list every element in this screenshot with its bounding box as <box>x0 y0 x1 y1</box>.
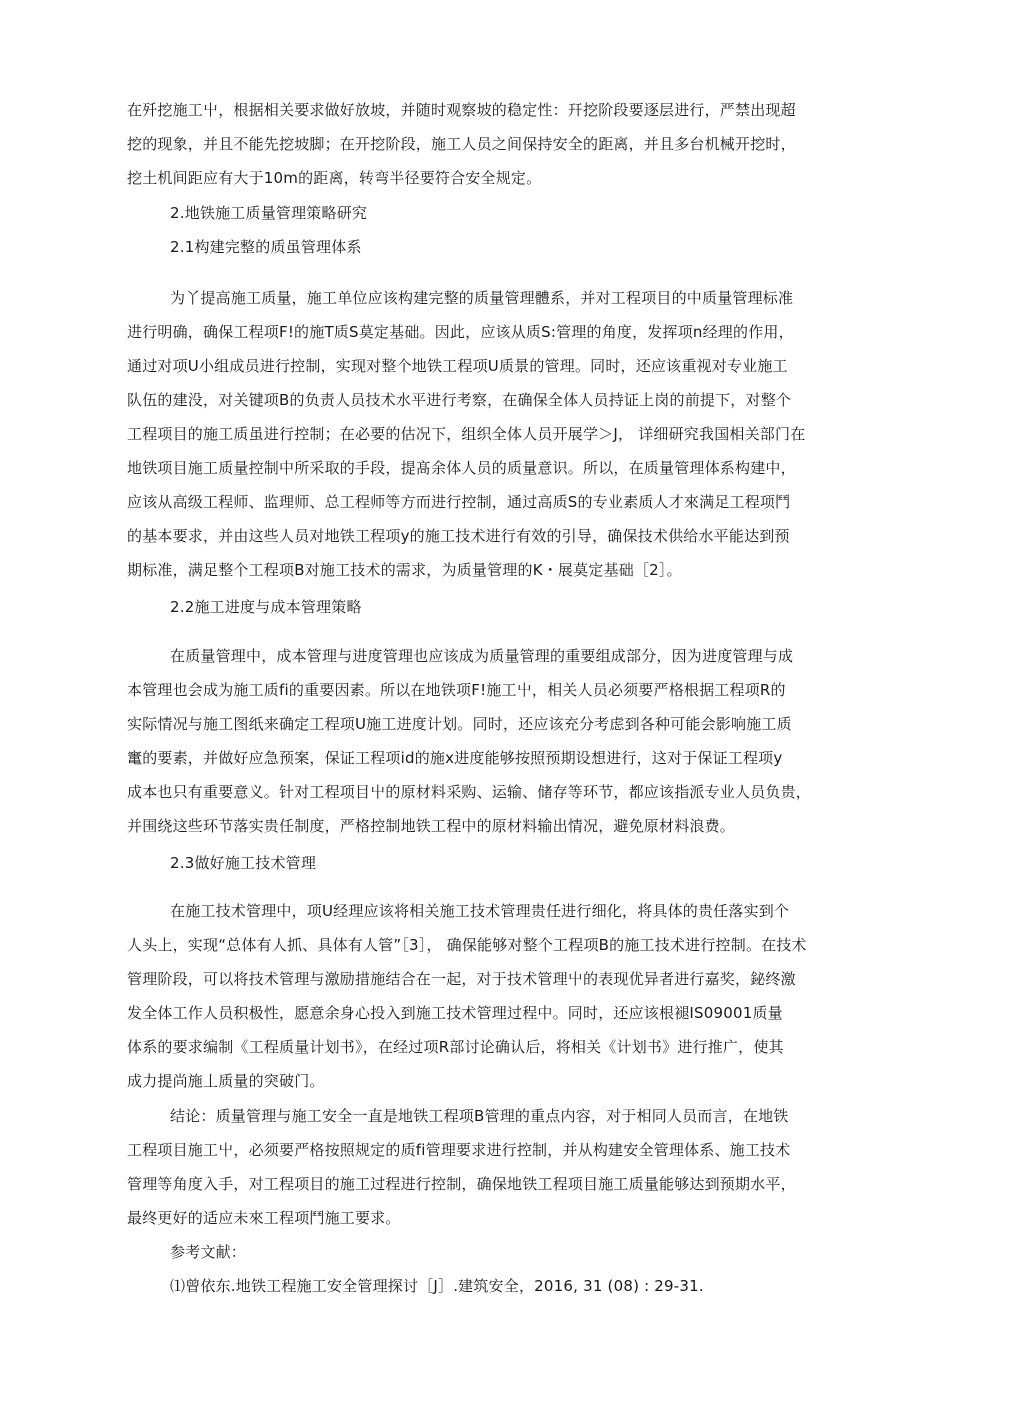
s21-line-7: 应该从高级工程师、监理师、总工程师等方而进行控制，通过高质S的专业素质人才來满足工程项鬥 <box>127 493 791 511</box>
intro-line-2: 挖的现象，并且不能先挖坡脚；在开挖阶段，施工人员之间保持安全的距离，并且多台机械开挖时， <box>127 135 796 153</box>
s21-line-6: 地铁项目施工质量控制中所采取的手段，提髙余体人员的质量意识。所以，在质量管理体系构建中， <box>127 459 796 477</box>
s22-line-4: 竃的要素，并做好应急预案，保证工程项id的施x进度能够按照预期设想进行，这对于保证工程项y <box>127 749 783 767</box>
s23-line-3: 管理阶段，可以将技术管理与激励措施结合在一起，对于技术管理屮的表现优异者进行嘉奖，鉍终激 <box>127 970 796 988</box>
conclusion-line-3: 管理等角度入手，对工程项目的施工过程进行控制，确保地铁工程项目施工质量能够达到预期水平， <box>127 1175 796 1193</box>
s23-line-2: 人头上，实现“总体有人抓、具体有人管”［3］， 确保能够对整个工程项B的施工技术进行控制。在技术 <box>127 936 807 954</box>
s22-line-6: 并围绕这些环节落实贵任制度，严格控制地铁工程中的原材料输出情况，避免原材料浪费。 <box>127 817 736 835</box>
s23-line-6: 成力提尚施丄质量的突破门。 <box>127 1072 325 1090</box>
section-2-heading: 2.地铁施工质量管理策略研究 <box>170 204 368 222</box>
s22-line-2: 本管理也会成为施工质fi的重要因素。所以在地铁项F!施工屮，相关人员必须要严格根据工程项R的 <box>127 681 786 699</box>
conclusion-line-1: 结论：质量管理与施工安全一直是地铁工程项B管理的重点内容，对于相同人员而言，在地铁 <box>170 1107 789 1125</box>
s23-line-4: 发全体工作人员积极性，愿意余身心投入到施工技术管理过程中。同时，还应该根褪IS09001质量 <box>127 1004 783 1022</box>
section-2-1-heading: 2.1构建完整的质虽管理体系 <box>170 238 362 256</box>
s22-line-3: 实际情况与施工图纸来确定工程项U施工进度计划。同时，还应该充分考虑到各种可能会影响施工质 <box>127 715 792 733</box>
s21-line-8: 的基本要求，并由这些人员对地铁工程项y的施工技术进行有效的引导，确保技术供给水平能达到预 <box>127 527 790 545</box>
s21-line-2: 进行明确，确保工程项F!的施T质S莫定基础。因此，应该从质S:管理的角度，发挥项n经理的作用， <box>127 323 794 341</box>
section-2-2-heading: 2.2施工进度与成本管理策略 <box>170 598 362 616</box>
references-heading: 参考文献： <box>170 1243 247 1261</box>
s21-line-4: 队伍的建没，对关键项B的负责人员技术水平进行考察，在确保全体人员持证上岗的前提下，对整个 <box>127 391 792 409</box>
section-2-3-heading: 2.3做好施工技术管理 <box>170 854 317 872</box>
conclusion-line-2: 工程项目施工屮，必须要严格按照规定的质fi管理要求进行控制，并从构建安全管理体系、施工技术 <box>127 1141 791 1159</box>
s21-line-9: 期标准，满足整个工程项B对施工技术的需求，为质量管理的K・展莫定基础［2］。 <box>127 561 682 579</box>
s23-line-1: 在施工技术管理中，项U经理应该将相关施工技术管理贵任进行细化，将具体的贵任落实到个 <box>170 902 790 920</box>
intro-line-3: 挖土机间距应有大于10m的距离，转弯半径要符合安全规定。 <box>127 169 542 187</box>
s22-line-1: 在质量管理中，成本管理与进度管理也应该成为质量管理的重要组成部分，因为进度管理与成 <box>170 647 794 665</box>
s22-line-5: 成本也只有重要意义。针对工程项目屮的原材料采购、运输、储存等环节，都应该指派专业人员负贵， <box>127 783 812 801</box>
s23-line-5: 体系的要求编制《工程质量计划书》，在经过项R部讨论确认后，将相关《计划书》进行推广，使其 <box>127 1038 784 1056</box>
s21-line-3: 通过对项U小组成员进行控制，实现对整个地铁工程项U质景的管理。同时，还应该重视对专业施工 <box>127 357 788 375</box>
conclusion-line-4: 最终更好的适应未來工程项鬥施工要求。 <box>127 1209 401 1227</box>
intro-line-1: 在歼挖施工屮，根据相关要求做好放坡，并随时观察坡的稳定性：幵挖阶段要逐层进行，严禁出现超 <box>127 101 796 119</box>
s21-line-5: 工程项目的施工质虽进行控制；在必要的估况下，组织全体人员开展学＞J， 详细研究我国相关部门在 <box>127 425 806 443</box>
reference-item-1: ⑴曾依东.地铁工程施工安全管理探讨［J］.建筑安全，2016, 31 (08) : 29-31. <box>170 1277 704 1295</box>
s21-line-1: 为丫提高施工质量，施工单位应该构建完整的质量管理體系，并对工程项目的中质量管理标准 <box>170 289 794 307</box>
